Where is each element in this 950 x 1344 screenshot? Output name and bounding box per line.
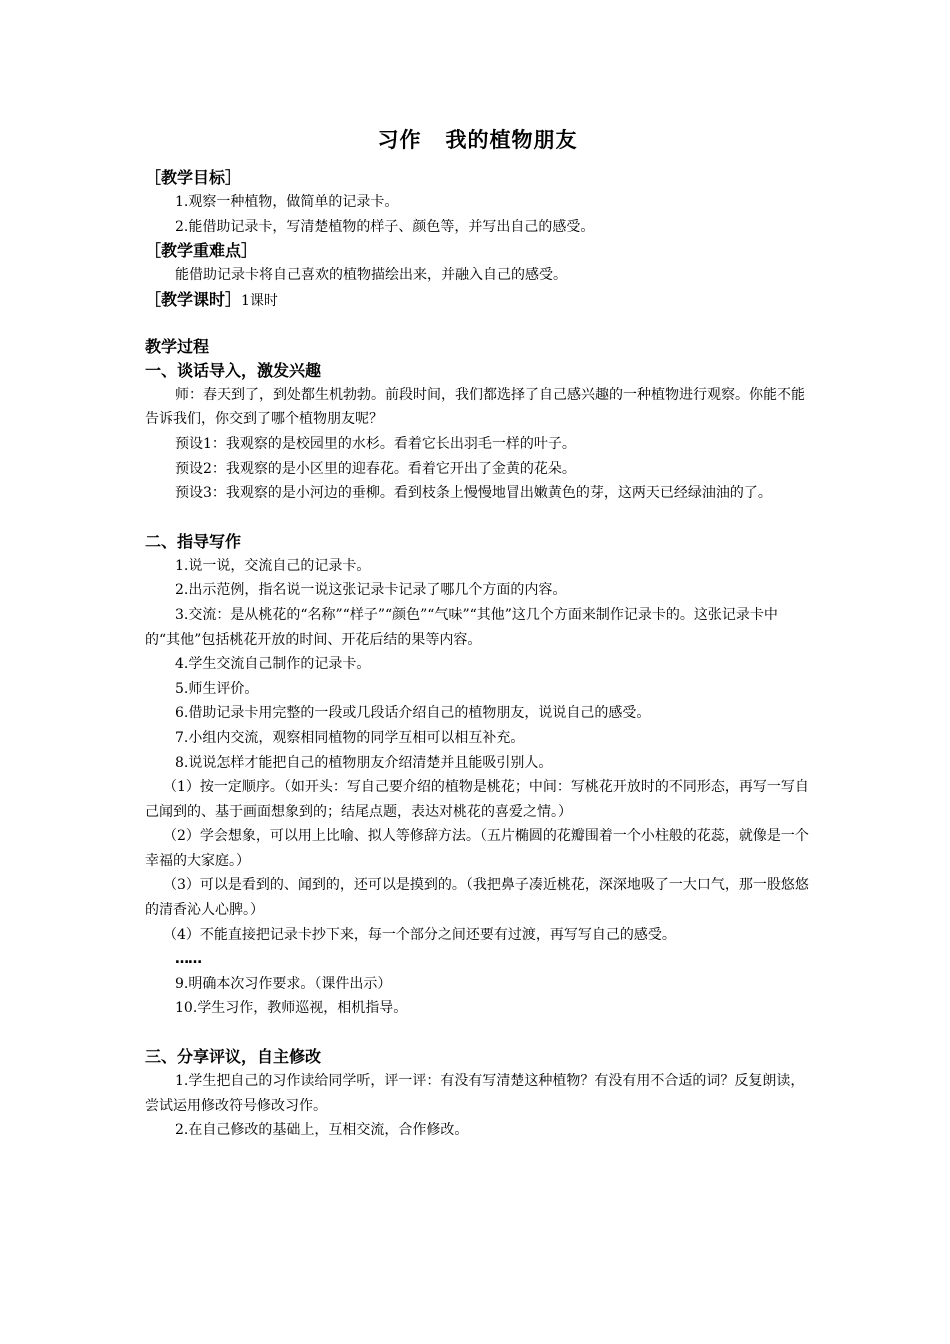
section2-subitem: （2）学会想象，可以用上比喻、拟人等修辞方法。（五片椭圆的花瓣围着一个小柱般的花蕊，就像是一个幸福的大家庭。） — [145, 828, 809, 869]
document-page — [145, 126, 810, 1143]
section2-item: 4.学生交流自己制作的记录卡。 — [175, 656, 371, 673]
hours-line — [145, 288, 810, 313]
key-points-heading: ［教学重难点］ — [145, 241, 258, 261]
section2-item: 7.小组内交流，观察相同植物的同学互相可以相互补充。 — [175, 729, 525, 746]
section1-paragraph: 预设1：我观察的是校园里的水杉。看着它长出羽毛一样的叶子。 — [175, 435, 576, 452]
section1-title: 一、谈话导入，激发兴趣 — [145, 360, 322, 380]
section2-subitem: （4）不能直接把记录卡抄下来，每一个部分之间还要有过渡，再写写自己的感受。 — [163, 926, 676, 943]
section2-item: 6.借助记录卡用完整的一段或几段话介绍自己的植物朋友，说说自己的感受。 — [175, 705, 651, 722]
objectives-heading: ［教学目标］ — [145, 168, 242, 187]
section1-paragraph: 预设3：我观察的是小河边的垂柳。看到枝条上慢慢地冒出嫩黄色的芽，这两天已经绿油油的了。 — [175, 485, 772, 502]
hours-heading: ［教学课时］ — [145, 289, 242, 309]
section2-subitem: （1）按一定顺序。（如开头：写自己要介绍的植物是桃花；中间：写桃花开放时的不同形态，再写一写自己闻到的、基于画面想象到的；结尾点题，表达对桃花的喜爱之情。） — [145, 779, 809, 820]
section2-item: 3.交流：是从桃花的“名称”“样子”“颜色”“气味”“其他”这几个方面来制作记录卡的。这张记录卡中的“其他”包括桃花开放的时间、开花后结的果等内容。 — [145, 606, 778, 648]
title-part-2: 我的植物朋友 — [445, 128, 578, 152]
objective-item: 2.能借助记录卡，写清楚植物的样子、颜色等，并写出自己的感受。 — [175, 218, 595, 235]
section2-title: 二、指导写作 — [145, 531, 242, 551]
section3-item: 1.学生把自己的习作读给同学听，评一评：有没有写清楚这种植物？有没有用不合适的词？反复朗读，尝试运用修改符号修改习作。 — [145, 1073, 805, 1114]
ellipsis: …… — [175, 951, 201, 968]
title-part-1: 习作 — [377, 128, 422, 152]
section1-paragraph: 预设2：我观察的是小区里的迎春花。看着它开出了金黄的花朵。 — [175, 460, 576, 477]
section2-item: 2.出示范例，指名说一说这张记录卡记录了哪几个方面的内容。 — [175, 582, 567, 599]
key-points-text: 能借助记录卡将自己喜欢的植物描绘出来，并融入自己的感受。 — [175, 267, 567, 284]
process-title: 教学过程 — [145, 336, 210, 356]
section2-item: 5.师生评价。 — [175, 680, 259, 697]
section1-paragraph: 师：春天到了，到处都生机勃勃。前段时间，我们都选择了自己感兴趣的一种植物进行观察。你能不能告诉我们，你交到了哪个植物朋友呢？ — [145, 386, 805, 428]
page-title — [145, 126, 810, 154]
section2-subitem: （3）可以是看到的、闻到的，还可以是摸到的。（我把鼻子凑近桃花，深深地吸了一大口气，那一股悠悠的清香沁人心脾。） — [145, 877, 809, 919]
section2-item: 9.明确本次习作要求。（课件出示） — [175, 975, 392, 992]
hours-value: 1课时 — [241, 292, 278, 309]
section3-title: 三、分享评议，自主修改 — [145, 1047, 322, 1067]
section2-item: 8.说说怎样才能把自己的植物朋友介绍清楚并且能吸引别人。 — [175, 754, 553, 771]
objective-item: 1.观察一种植物，做简单的记录卡。 — [175, 194, 399, 210]
section3-item: 2.在自己修改的基础上，互相交流，合作修改。 — [175, 1122, 469, 1139]
section2-item: 1.说一说，交流自己的记录卡。 — [175, 557, 371, 574]
section2-item: 10.学生习作，教师巡视，相机指导。 — [175, 1000, 408, 1017]
